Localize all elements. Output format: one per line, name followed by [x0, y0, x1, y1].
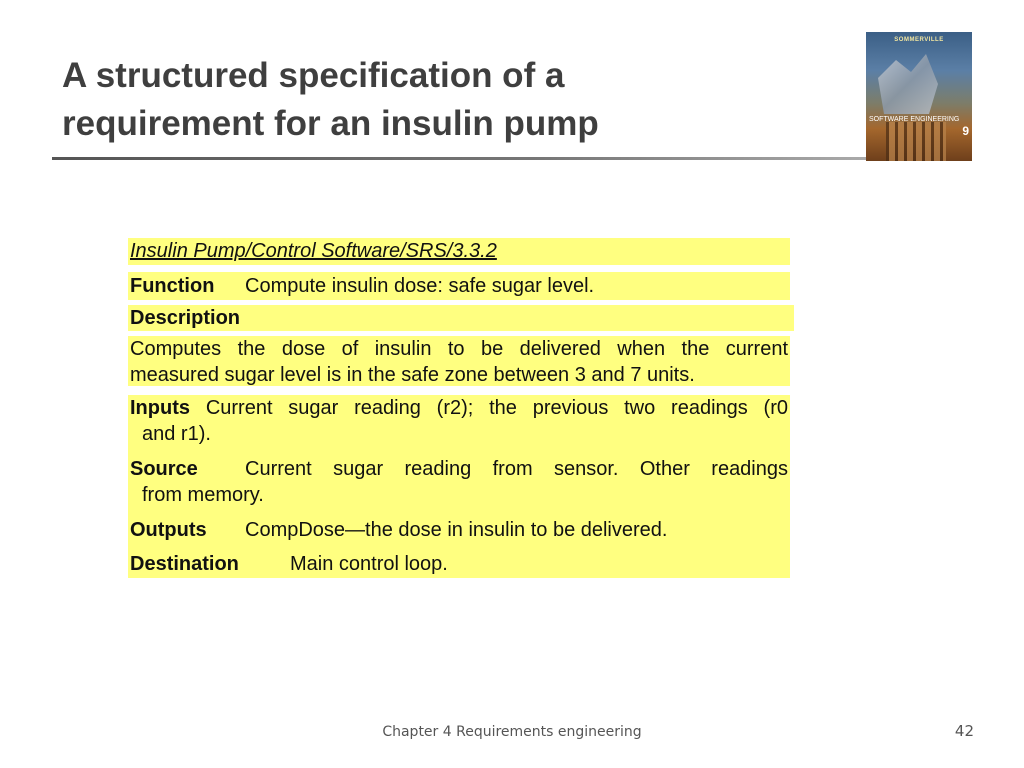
slide-title-line-2: requirement for an insulin pump: [62, 104, 599, 143]
book-cover-author: SOMMERVILLE: [894, 37, 944, 43]
slide-title-line-1: A structured specification of a: [62, 56, 565, 95]
spec-inputs-row: [130, 395, 788, 447]
spec-details-block: [128, 395, 790, 578]
spec-inputs-line-1: Current sugar reading (r2); the previous two readings (r0: [205, 397, 789, 419]
spec-destination-label: Destination: [130, 553, 239, 575]
spec-description-line-1: Computes the dose of insulin to be delivered when the current: [130, 338, 788, 360]
spec-function-text: Compute insulin dose: safe sugar level.: [245, 275, 595, 297]
footer-page-number: 42: [954, 722, 974, 740]
book-cover-building: [878, 54, 938, 114]
spec-source-row: [130, 456, 788, 508]
spec-destination-text: Main control loop.: [290, 553, 448, 575]
spec-inputs-label: Inputs: [130, 397, 190, 419]
spec-description-line-2: measured sugar level is in the safe zone between 3 and 7 units.: [130, 364, 695, 386]
slide-title: [62, 52, 842, 148]
spec-description-row: [128, 305, 794, 331]
spec-outputs-label: Outputs: [130, 519, 207, 541]
book-cover-edition: 9: [962, 124, 969, 138]
spec-inputs-line-2: and r1).: [142, 423, 211, 445]
spec-source-label: Source: [130, 458, 198, 480]
spec-destination-row: [130, 551, 788, 577]
spec-description-label: Description: [130, 307, 241, 329]
spec-outputs-text: CompDose—the dose in insulin to be delivered.: [245, 519, 668, 541]
spec-source-line-1: Current sugar reading from sensor. Other readings: [245, 458, 788, 480]
title-underline: [52, 157, 868, 160]
book-cover-image: [866, 32, 972, 161]
spec-outputs-row: [130, 517, 788, 543]
spec-description-text: [128, 336, 790, 386]
footer-chapter: Chapter 4 Requirements engineering: [382, 724, 642, 740]
book-cover-scaffold: [886, 122, 946, 161]
spec-function-label: Function: [130, 275, 215, 297]
spec-header: Insulin Pump/Control Software/SRS/3.3.2: [128, 238, 790, 265]
book-cover-title: SOFTWARE ENGINEERING: [869, 116, 960, 123]
spec-source-line-2: from memory.: [142, 484, 264, 506]
spec-function-row: [128, 272, 790, 300]
